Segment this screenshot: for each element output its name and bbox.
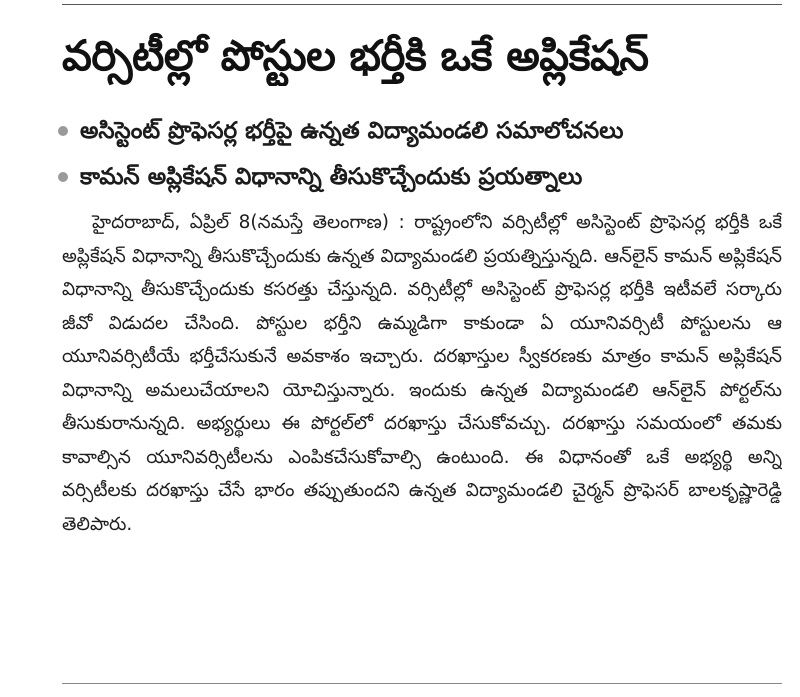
bullet-icon <box>58 126 68 136</box>
bullet-icon <box>58 172 68 182</box>
article-body: హైదరాబాద్, ఏప్రిల్ 8(నమస్తే తెలంగాణ) : రాష్ట్రంలోని వర్సిటీల్లో అసిస్టెంట్ ప్రొఫెసర్ల భర్తీకి ఒకే అప్లికేషన్ విధానాన్ని తీసుకొచ్చేందుకు ఉన్నత విద్యామండలి ప్రయత్నిస్తున్నది. ఆన్‌లైన్ కామన్ అప్లికేషన్ విధానాన్ని తీసుకొచ్చేందుకు కసరత్తు చేస్తున్నది. వర్సిటీల్లో అసిస్టెంట్ ప్రొఫెసర్ల భర్తీకి ఇటీవలే సర్కారు జీవో విడుదల చేసింది. పోస్టుల భర్తీని ఉమ్మడిగా కాకుండా ఏ యూనివర్సిటీ పోస్టులను ఆ యూనివర్సిటీయే భర్తీచేసుకునే అవకాశం ఇచ్చారు. దరఖాస్తుల స్వీకరణకు మాత్రం కామన్ అప్లికేషన్ విధానాన్ని అమలుచేయాలని యోచిస్తున్నారు. ఇందుకు ఉన్నత విద్యామండలి ఆన్‌లైన్ పోర్టల్‌ను తీసుకురానున్నది. అభ్యర్థులు ఈ పోర్టల్‌లో దరఖాస్తు చేసుకోవచ్చు. దరఖాస్తు సమయంలో తమకు కావాల్సిన యూనివర్సిటీలను ఎంపికచేసుకోవాల్సి ఉంటుంది. ఈ విధానంతో ఒకే అభ్యర్థి అన్ని వర్సిటీలకు దరఖాస్తు చేసే భారం తప్పుతుందని ఉన్నత విద్యామండలి చైర్మన్ ప్రొఫెసర్ బాలకృష్ణారెడ్డి తెలిపారు. <box>62 212 782 535</box>
top-divider <box>62 4 782 5</box>
subheadline-item <box>58 108 786 154</box>
subheadline-item <box>58 154 786 200</box>
subheadline-list <box>58 108 786 200</box>
article-headline: వర్సిటీల్లో పోస్టుల భర్తీకి ఒకే అప్లికేషన్ <box>62 31 649 80</box>
subheadline-text: కామన్ అప్లికేషన్ విధానాన్ని తీసుకొచ్చేందుకు ప్రయత్నాలు <box>80 164 583 190</box>
bottom-divider <box>62 683 782 684</box>
subheadline-text: అసిస్టెంట్ ప్రొఫెసర్ల భర్తీపై ఉన్నత విద్యామండలి సమాలోచనలు <box>80 118 624 144</box>
